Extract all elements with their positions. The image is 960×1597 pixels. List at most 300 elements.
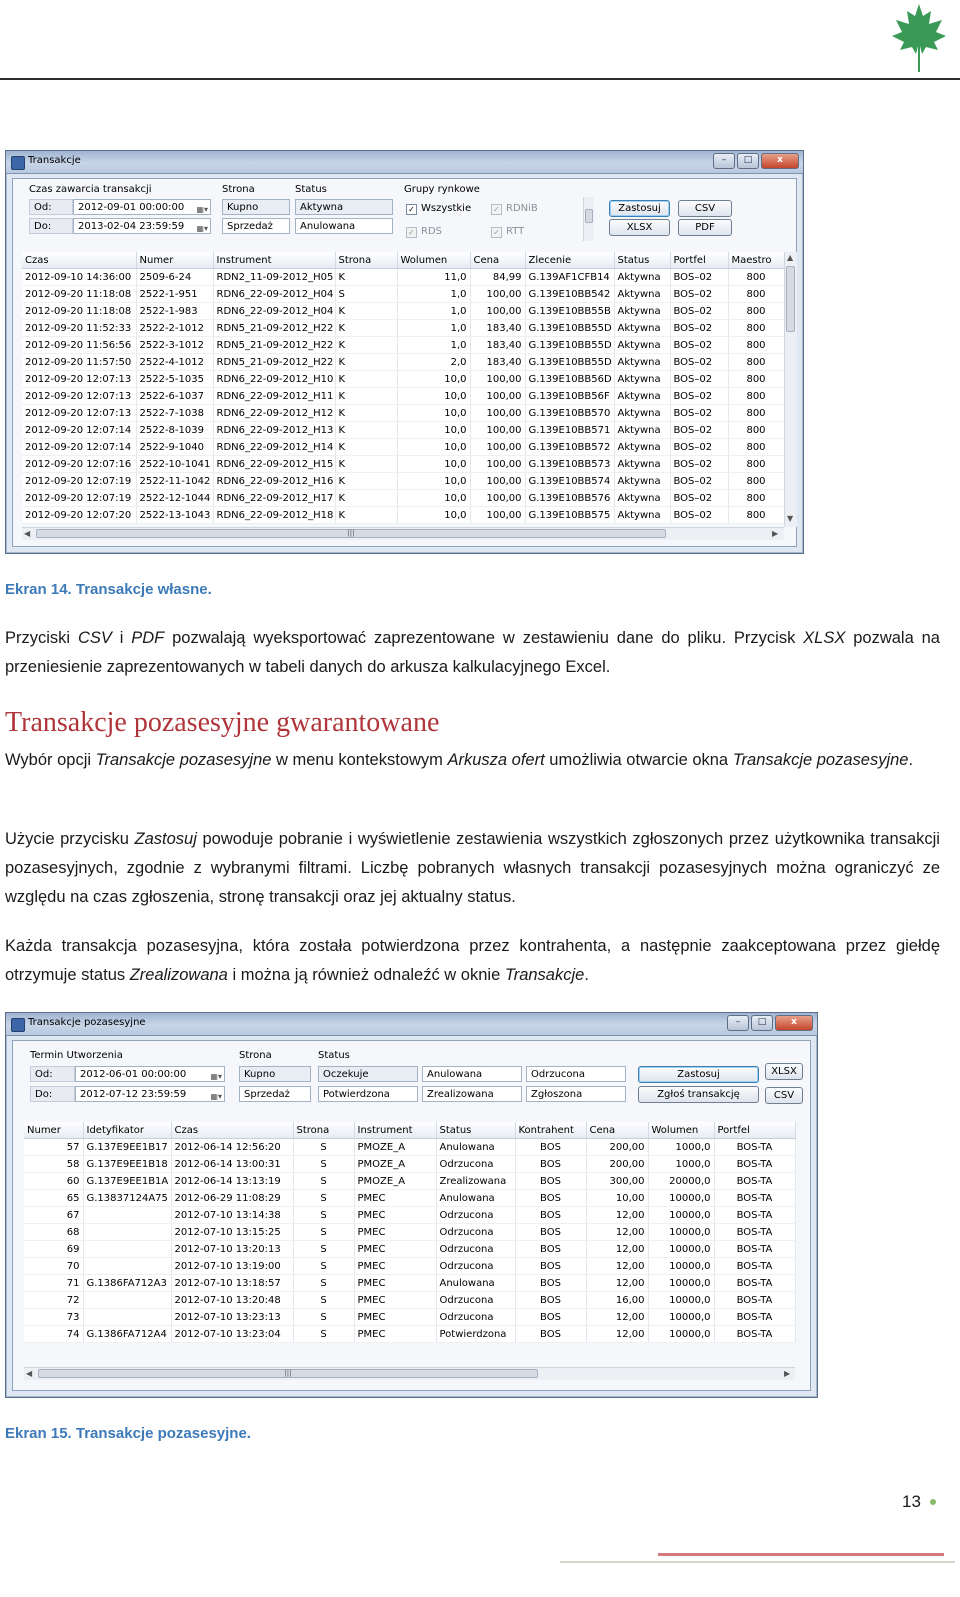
table-cell: 58 [24, 1156, 83, 1173]
table-cell: S [293, 1173, 354, 1190]
horizontal-scroll-thumb[interactable]: ||| [38, 1369, 538, 1378]
table-cell: 2012-09-20 12:07:13 [22, 388, 136, 405]
table-cell: 12,00 [586, 1309, 648, 1326]
table-cell: PMEC [354, 1190, 436, 1207]
table-cell: Aktywna [614, 490, 670, 507]
to-date-input[interactable] [75, 1086, 225, 1102]
table-cell: Odrzucona [436, 1241, 515, 1258]
table-cell: 183,40 [470, 354, 525, 371]
minimize-button[interactable]: – [727, 1015, 749, 1031]
table-cell: 200,00 [586, 1139, 648, 1156]
transactions-table [22, 252, 785, 524]
table-cell: K [335, 388, 397, 405]
table-cell: 10000,0 [648, 1309, 714, 1326]
close-button[interactable]: x [761, 153, 799, 169]
apply-button[interactable]: Zastosuj [638, 1066, 759, 1083]
table-cell: 100,00 [470, 405, 525, 422]
table-cell: 10000,0 [648, 1292, 714, 1309]
from-date-input[interactable] [75, 1066, 225, 1082]
table-cell: 2012-07-10 13:14:38 [171, 1207, 293, 1224]
table-cell: 2012-07-10 13:20:13 [171, 1241, 293, 1258]
window-titlebar [6, 151, 803, 174]
table-cell [83, 1224, 171, 1241]
table-row[interactable] [22, 456, 784, 473]
table-row[interactable] [24, 1139, 795, 1156]
table-cell: 1,0 [397, 337, 470, 354]
table-cell: 2012-09-20 12:07:14 [22, 422, 136, 439]
table-row[interactable] [22, 320, 784, 337]
table-cell: Odrzucona [436, 1258, 515, 1275]
table-cell: Aktywna [614, 354, 670, 371]
table-row[interactable] [24, 1156, 795, 1173]
table-cell: 100,00 [470, 422, 525, 439]
table-cell: 100,00 [470, 371, 525, 388]
column-header[interactable]: Czas [22, 252, 136, 269]
table-cell: 1000,0 [648, 1156, 714, 1173]
figure-caption-14: Ekran 14. Transakcje własne. [5, 581, 212, 598]
table-cell: 800 [728, 490, 784, 507]
pdf-button[interactable]: PDF [678, 219, 732, 236]
table-cell: 11,0 [397, 269, 470, 286]
side-option-sell[interactable]: Sprzedaż [222, 218, 290, 234]
market-list-scrollbar[interactable] [583, 197, 594, 241]
csv-button[interactable]: CSV [678, 200, 732, 217]
table-row[interactable] [24, 1207, 795, 1224]
scroll-up-arrow-icon[interactable]: ▲ [787, 253, 794, 262]
table-cell: 2012-09-20 12:07:13 [22, 371, 136, 388]
maple-leaf-logo-icon [890, 2, 948, 74]
bullet-dot-icon [930, 1499, 936, 1505]
table-cell: 10,0 [397, 490, 470, 507]
table-cell: 2522-4-1012 [136, 354, 213, 371]
side-option-buy[interactable]: Kupno [222, 199, 290, 215]
table-cell: 2012-07-10 13:15:25 [171, 1224, 293, 1241]
table-cell: BOS–02 [670, 371, 728, 388]
table-row[interactable] [22, 337, 784, 354]
checkbox-rdnib[interactable] [491, 203, 538, 215]
table-cell: K [335, 303, 397, 320]
table-cell: Aktywna [614, 371, 670, 388]
table-row[interactable] [22, 473, 784, 490]
column-header[interactable]: Maestro [728, 252, 784, 269]
table-cell: 2012-07-10 13:23:04 [171, 1326, 293, 1343]
maximize-button[interactable]: □ [751, 1015, 773, 1031]
checkbox-rds-label: RDS [421, 226, 442, 237]
column-header[interactable]: Kontrahent [515, 1122, 586, 1139]
xlsx-button[interactable]: XLSX [765, 1063, 803, 1080]
table-cell: Aktywna [614, 388, 670, 405]
calendar-dropdown-icon[interactable]: ▦▾ [196, 224, 208, 233]
check-icon: ✓ [406, 204, 417, 215]
table-cell: S [293, 1139, 354, 1156]
table-cell: 12,00 [586, 1326, 648, 1343]
table-cell: BOS–02 [670, 422, 728, 439]
table-cell: 800 [728, 286, 784, 303]
table-cell [83, 1309, 171, 1326]
check-icon: ✓ [491, 227, 502, 238]
from-label: Od: [30, 1066, 75, 1082]
table-cell: 65 [24, 1190, 83, 1207]
column-header[interactable]: Instrument [213, 252, 335, 269]
column-header[interactable]: Idetyfikator [83, 1122, 171, 1139]
table-cell: BOS [515, 1173, 586, 1190]
table-row[interactable] [24, 1224, 795, 1241]
table-cell: 12,00 [586, 1258, 648, 1275]
column-header[interactable]: Status [436, 1122, 515, 1139]
table-row[interactable] [22, 422, 784, 439]
status-option-confirmed[interactable]: Potwierdzona [318, 1086, 418, 1102]
table-cell: S [293, 1241, 354, 1258]
table-cell: BOS [515, 1309, 586, 1326]
table-cell: 183,40 [470, 320, 525, 337]
table-row[interactable] [22, 490, 784, 507]
scroll-left-arrow-icon[interactable]: ◀ [24, 529, 31, 538]
side-option-sell[interactable]: Sprzedaż [239, 1086, 311, 1102]
table-row[interactable] [24, 1190, 795, 1207]
table-row[interactable] [24, 1292, 795, 1309]
status-option-pending[interactable]: Oczekuje [318, 1066, 418, 1082]
table-cell: 100,00 [470, 456, 525, 473]
table-cell: 100,00 [470, 388, 525, 405]
table-cell: K [335, 473, 397, 490]
table-cell: 2012-07-10 13:19:00 [171, 1258, 293, 1275]
header-rule [0, 78, 960, 80]
to-label: Do: [30, 1086, 75, 1102]
table-cell: 2509-6-24 [136, 269, 213, 286]
table-cell: BOS–02 [670, 354, 728, 371]
table-cell: RDN6_22-09-2012_H04 [213, 303, 335, 320]
table-cell: 2012-07-10 13:20:48 [171, 1292, 293, 1309]
side-option-buy[interactable]: Kupno [239, 1066, 311, 1082]
section-heading: Transakcje pozasesyjne gwarantowane [5, 707, 440, 738]
table-cell: PMEC [354, 1292, 436, 1309]
table-cell: RDN6_22-09-2012_H17 [213, 490, 335, 507]
table-cell: 10000,0 [648, 1275, 714, 1292]
table-cell: 2012-09-20 11:57:50 [22, 354, 136, 371]
table-cell: RDN6_22-09-2012_H12 [213, 405, 335, 422]
table-cell: 800 [728, 337, 784, 354]
table-cell: BOS [515, 1241, 586, 1258]
table-cell: 800 [728, 269, 784, 286]
table-cell: BOS–02 [670, 320, 728, 337]
table-cell: 2522-1-983 [136, 303, 213, 320]
table-cell: 1,0 [397, 320, 470, 337]
table-cell: 800 [728, 320, 784, 337]
from-label: Od: [29, 199, 73, 215]
table-cell: 800 [728, 405, 784, 422]
maximize-button[interactable]: □ [737, 153, 759, 169]
table-cell: 69 [24, 1241, 83, 1258]
table-horizontal-scrollbar[interactable] [22, 527, 784, 540]
table-cell: 2522-8-1039 [136, 422, 213, 439]
table-horizontal-scrollbar[interactable] [24, 1367, 795, 1380]
table-cell: 20000,0 [648, 1173, 714, 1190]
transactions-window [5, 150, 804, 554]
column-header[interactable]: Wolumen [397, 252, 470, 269]
column-header[interactable]: Strona [335, 252, 397, 269]
column-header[interactable]: Portfel [714, 1122, 795, 1139]
table-cell: 10000,0 [648, 1224, 714, 1241]
table-cell: RDN5_21-09-2012_H22 [213, 320, 335, 337]
table-cell: BOS-TA [714, 1156, 795, 1173]
table-cell: 2012-09-20 12:07:14 [22, 439, 136, 456]
table-cell: 2522-12-1044 [136, 490, 213, 507]
xlsx-button[interactable]: XLSX [609, 219, 670, 236]
status-option-active[interactable]: Aktywna [295, 199, 393, 215]
column-header[interactable]: Numer [24, 1122, 83, 1139]
table-cell: RDN5_21-09-2012_H22 [213, 337, 335, 354]
table-cell: 200,00 [586, 1156, 648, 1173]
table-cell: 2522-2-1012 [136, 320, 213, 337]
table-row[interactable] [24, 1275, 795, 1292]
apply-button[interactable]: Zastosuj [609, 200, 670, 217]
table-cell: BOS-TA [714, 1258, 795, 1275]
column-header[interactable]: Portfel [670, 252, 728, 269]
table-cell: G.139E10BB55D [525, 320, 614, 337]
calendar-dropdown-icon[interactable]: ▦▾ [210, 1092, 222, 1101]
table-cell: K [335, 269, 397, 286]
table-cell: K [335, 507, 397, 524]
table-row[interactable] [22, 371, 784, 388]
table-cell: G.139E10BB55D [525, 354, 614, 371]
table-cell [83, 1207, 171, 1224]
table-cell: PMEC [354, 1207, 436, 1224]
table-header [24, 1122, 795, 1139]
table-cell: S [293, 1292, 354, 1309]
status-group-label: Status [318, 1050, 350, 1061]
to-date-input[interactable] [73, 218, 211, 234]
table-cell: K [335, 439, 397, 456]
table-cell: 2,0 [397, 354, 470, 371]
table-cell: 2522-7-1038 [136, 405, 213, 422]
table-cell: G.139E10BB571 [525, 422, 614, 439]
status-option-reported[interactable]: Zgłoszona [526, 1086, 626, 1102]
table-cell: G.139E10BB574 [525, 473, 614, 490]
table-cell: Aktywna [614, 303, 670, 320]
table-cell: BOS [515, 1139, 586, 1156]
table-cell: G.139E10BB573 [525, 456, 614, 473]
table-cell: Zrealizowana [436, 1173, 515, 1190]
table-cell: BOS–02 [670, 473, 728, 490]
column-header[interactable]: Status [614, 252, 670, 269]
table-cell: 10,0 [397, 388, 470, 405]
date-group-label: Czas zawarcia transakcji [29, 184, 152, 195]
table-cell: 10000,0 [648, 1207, 714, 1224]
table-cell: 100,00 [470, 303, 525, 320]
table-cell: 2012-09-20 12:07:20 [22, 507, 136, 524]
table-cell: 74 [24, 1326, 83, 1343]
table-cell: S [293, 1156, 354, 1173]
csv-button[interactable]: CSV [765, 1087, 803, 1104]
table-cell: S [293, 1326, 354, 1343]
close-button[interactable]: x [775, 1015, 813, 1031]
table-cell: K [335, 422, 397, 439]
date-group-label: Termin Utworzenia [30, 1050, 123, 1061]
table-row[interactable] [22, 439, 784, 456]
from-date-input[interactable] [73, 199, 211, 215]
table-cell: 67 [24, 1207, 83, 1224]
offsession-transactions-window [5, 1012, 818, 1398]
table-row[interactable] [22, 303, 784, 320]
table-cell: BOS [515, 1275, 586, 1292]
table-cell: 10000,0 [648, 1326, 714, 1343]
scroll-right-arrow-icon[interactable]: ▶ [772, 529, 779, 538]
table-cell: RDN6_22-09-2012_H13 [213, 422, 335, 439]
table-cell: 2522-3-1012 [136, 337, 213, 354]
side-group-label: Strona [239, 1050, 272, 1061]
table-cell: K [335, 405, 397, 422]
table-cell: 800 [728, 456, 784, 473]
app-icon [11, 156, 25, 170]
table-row[interactable] [24, 1173, 795, 1190]
table-cell: 800 [728, 371, 784, 388]
table-cell [83, 1292, 171, 1309]
table-cell: PMEC [354, 1258, 436, 1275]
table-cell: 16,00 [586, 1292, 648, 1309]
table-row[interactable] [22, 507, 784, 524]
table-cell: 2012-09-20 12:07:13 [22, 405, 136, 422]
minimize-button[interactable]: – [713, 153, 735, 169]
table-cell: 2012-09-20 11:18:08 [22, 303, 136, 320]
scroll-left-arrow-icon[interactable]: ◀ [26, 1369, 33, 1378]
table-cell: 2012-09-10 14:36:00 [22, 269, 136, 286]
table-row[interactable] [24, 1258, 795, 1275]
calendar-dropdown-icon[interactable]: ▦▾ [210, 1072, 222, 1081]
scroll-right-arrow-icon[interactable]: ▶ [784, 1369, 791, 1378]
table-cell: 2012-06-14 13:00:31 [171, 1156, 293, 1173]
table-row[interactable] [24, 1241, 795, 1258]
figure-caption-15: Ekran 15. Transakcje pozasesyjne. [5, 1425, 251, 1442]
table-cell: BOS–02 [670, 269, 728, 286]
table-cell: 2012-06-14 13:13:19 [171, 1173, 293, 1190]
table-cell: S [293, 1190, 354, 1207]
calendar-dropdown-icon[interactable]: ▦▾ [196, 205, 208, 214]
table-cell: BOS-TA [714, 1190, 795, 1207]
scroll-down-arrow-icon[interactable]: ▼ [787, 514, 794, 523]
table-cell: G.139E10BB56D [525, 371, 614, 388]
table-cell: PMOZE_A [354, 1173, 436, 1190]
footer-rule-green [560, 1561, 955, 1563]
table-cell: G.139E10BB572 [525, 439, 614, 456]
table-row[interactable] [22, 405, 784, 422]
column-header[interactable]: Zlecenie [525, 252, 614, 269]
table-cell: 57 [24, 1139, 83, 1156]
table-cell: Aktywna [614, 286, 670, 303]
table-vertical-scrollbar[interactable] [784, 252, 797, 527]
table-cell: RDN6_22-09-2012_H04 [213, 286, 335, 303]
checkbox-all-label: Wszystkie [421, 203, 472, 214]
table-row[interactable] [22, 286, 784, 303]
table-cell: PMOZE_A [354, 1156, 436, 1173]
column-header[interactable]: Strona [293, 1122, 354, 1139]
table-cell: BOS [515, 1292, 586, 1309]
table-cell: G.13837124A75 [83, 1190, 171, 1207]
table-cell: 2012-09-20 12:07:19 [22, 490, 136, 507]
status-group-label: Status [295, 184, 327, 195]
table-cell: Aktywna [614, 320, 670, 337]
table-cell: 100,00 [470, 507, 525, 524]
table-cell: BOS-TA [714, 1326, 795, 1343]
table-cell: BOS–02 [670, 456, 728, 473]
table-cell: G.139E10BB55B [525, 303, 614, 320]
report-transaction-button[interactable]: Zgłoś transakcję [638, 1086, 759, 1103]
table-cell: K [335, 371, 397, 388]
table-cell: 10,0 [397, 456, 470, 473]
table-cell: K [335, 354, 397, 371]
table-cell: 84,99 [470, 269, 525, 286]
table-row[interactable] [24, 1309, 795, 1326]
column-header[interactable]: Cena [586, 1122, 648, 1139]
table-cell: BOS-TA [714, 1292, 795, 1309]
table-cell: BOS [515, 1190, 586, 1207]
checkbox-all[interactable] [406, 203, 471, 215]
status-option-realized[interactable]: Zrealizowana [422, 1086, 522, 1102]
checkbox-rds[interactable] [406, 226, 442, 238]
table-cell: 10,0 [397, 439, 470, 456]
window-title: Transakcje pozasesyjne [28, 1017, 146, 1028]
table-cell: 800 [728, 303, 784, 320]
status-option-rejected[interactable]: Odrzucona [526, 1066, 626, 1082]
window-title: Transakcje [28, 155, 81, 166]
table-cell: BOS [515, 1156, 586, 1173]
table-cell: 12,00 [586, 1224, 648, 1241]
column-header[interactable]: Czas [171, 1122, 293, 1139]
window-client [12, 1040, 811, 1391]
table-cell: 800 [728, 507, 784, 524]
table-cell: 72 [24, 1292, 83, 1309]
column-header[interactable]: Wolumen [648, 1122, 714, 1139]
from-date-value: 2012-06-01 00:00:00 [80, 1069, 187, 1080]
table-cell: G.139E10BB575 [525, 507, 614, 524]
table-row[interactable] [22, 388, 784, 405]
table-cell: S [293, 1309, 354, 1326]
table-row[interactable] [24, 1326, 795, 1343]
table-cell: 10000,0 [648, 1258, 714, 1275]
table-cell: BOS-TA [714, 1139, 795, 1156]
table-cell: Aktywna [614, 269, 670, 286]
table-cell: Anulowana [436, 1139, 515, 1156]
column-header[interactable]: Cena [470, 252, 525, 269]
column-header[interactable]: Instrument [354, 1122, 436, 1139]
checkbox-rtt[interactable] [491, 226, 524, 238]
to-label: Do: [29, 218, 73, 234]
checkbox-rdnib-label: RDNiB [506, 203, 538, 214]
table-cell: 73 [24, 1309, 83, 1326]
table-row[interactable] [22, 354, 784, 371]
window-titlebar [6, 1013, 817, 1036]
column-header[interactable]: Numer [136, 252, 213, 269]
horizontal-scroll-thumb[interactable]: ||| [36, 529, 666, 538]
table-cell: G.139E10BB576 [525, 490, 614, 507]
table-cell: Anulowana [436, 1275, 515, 1292]
table-cell: RDN6_22-09-2012_H16 [213, 473, 335, 490]
table-cell: 2522-6-1037 [136, 388, 213, 405]
table-cell: PMEC [354, 1241, 436, 1258]
table-cell: Potwierdzona [436, 1326, 515, 1343]
status-option-cancelled[interactable]: Anulowana [422, 1066, 522, 1082]
table-cell: G.137E9EE1B17 [83, 1139, 171, 1156]
table-cell: 12,00 [586, 1275, 648, 1292]
to-date-value: 2013-02-04 23:59:59 [78, 221, 185, 232]
table-cell: 2522-1-951 [136, 286, 213, 303]
table-cell: Aktywna [614, 456, 670, 473]
table-cell: 71 [24, 1275, 83, 1292]
table-cell: BOS–02 [670, 337, 728, 354]
table-cell: Aktywna [614, 473, 670, 490]
table-cell: RDN6_22-09-2012_H11 [213, 388, 335, 405]
table-row[interactable] [22, 269, 784, 286]
status-option-cancelled[interactable]: Anulowana [295, 218, 393, 234]
